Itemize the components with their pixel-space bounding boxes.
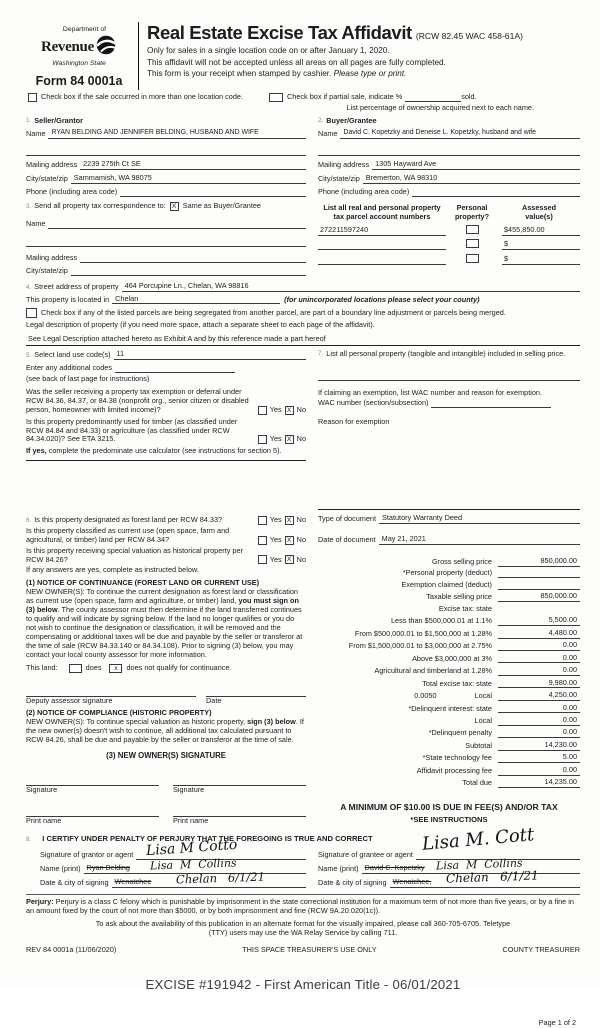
tax-row-excise-header: Excise tax: state [438,603,492,613]
personal-property-section-no: 7. [318,350,324,358]
seller-section-no: 1. [26,116,32,124]
land-use-label: Select land use code(s) [34,350,111,360]
grantee-date-label: Date & city of signing [318,878,387,888]
if-yes-note: If yes, complete the predominate use calculator (see instructions for section 5). [26,446,282,456]
header-note-1: Only for sales in a single location code on or after January 1, 2020. [147,46,390,56]
notice1-heading: (1) NOTICE OF CONTINUANCE (FOREST LAND OR CURRENT USE) [26,578,260,588]
delinquent-interest-state-field[interactable]: 0.00 [498,704,580,714]
minimum-fee-note: A MINIMUM OF $10.00 IS DUE IN FEE(S) AND/OR TAX [340,802,558,813]
seller-city-label: City/state/zip [26,173,68,183]
land-use-section-no: 5. [26,352,32,360]
tax-row-agricultural: Agricultural and timberland at 1.28% 0.00 [318,666,580,676]
buyer-city-label: City/state/zip [318,173,360,183]
certify-heading: I CERTIFY UNDER PENALTY OF PERJURY THAT THE FOREGOING IS TRUE AND CORRECT [42,834,373,844]
document-type-field[interactable]: Statutory Warranty Deed [379,514,580,524]
street-address-label: Street address of property [34,281,119,291]
certify-section-no: 8. [26,835,32,843]
document-date-field[interactable]: May 21, 2021 [379,535,580,545]
buyer-heading: Buyer/Grantee [326,115,377,125]
historic-question: Is this property receiving special valuation as historical property per RCW 84.26? [26,545,243,564]
owner-signature-label-2: Signature [173,785,205,795]
tax-row-total-state: Total excise tax: state 9,980.00 [318,679,580,689]
grantee-date-handwriting: Chelan 6/1/21 [445,868,540,886]
corr-mailing-field[interactable] [80,254,306,263]
parcel-number-field[interactable]: 272211597240 [318,226,446,236]
excise-stamp: EXCISE #191942 - First American Title - 06/01/2021 [145,976,461,992]
county-treasurer-label: COUNTY TREASURER [502,944,580,954]
same-as-buyer-label: Same as Buyer/Grantee [182,200,261,210]
land-use-code-field[interactable]: 11 [114,350,306,360]
county-note: (for unincorporated locations please select your county) [284,294,480,304]
grantee-name-handwriting: Lisa M Collins [435,856,523,873]
seller-city-field[interactable]: Sammamish, WA 98075 [71,174,306,184]
personal-property-header: Personal property? [454,202,490,221]
local-tax-field[interactable]: 4,250.00 [498,691,580,701]
land-use-section [26,350,318,510]
parcel-number-field-3[interactable] [318,264,446,265]
current-use-no-checkbox[interactable]: X [285,536,294,545]
this-land-label: This land: [26,663,58,673]
tax-row-tier4: Above $3,000,000 at 3% 0.00 [318,654,580,664]
buyer-city-field[interactable]: Bremerton, WA 98310 [363,174,580,184]
corr-blank-field[interactable] [26,238,306,247]
assessed-value-field[interactable]: $455,850.00 [502,226,580,236]
new-owner-signature-heading: (3) NEW OWNER(S) SIGNATURE [106,750,226,760]
buyer-name-field[interactable]: David C. Kopetzky and Deneise L. Kopetzky, husband and wife [340,129,580,138]
forest-no-checkbox[interactable]: X [285,516,294,525]
technology-fee-field[interactable]: 5.00 [498,753,580,763]
total-state-field[interactable]: 9,980.00 [498,679,580,689]
tax-row-technology-fee: *State technology fee 5.00 [318,753,580,763]
current-use-question: Is this property classified as current use (open space, farm and agricultural, or timber) land per RCW 84.34? [26,525,230,544]
tax-row-subtotal: Subtotal 14,230.00 [318,741,580,751]
tax-row-delinquent-interest-state: *Delinquent interest: state 0.00 [318,704,580,714]
located-in-label: This property is located in [26,294,110,304]
partial-sale-percent-field[interactable] [405,93,461,102]
personal-deduct-field[interactable] [498,577,580,578]
buyer-section [318,115,580,197]
deputy-date-label: Date [206,696,222,706]
total-due-field[interactable]: 14,235.00 [498,778,580,788]
certify-section [26,824,580,888]
corr-name-field[interactable] [48,220,306,229]
timber-yes-label: Yes [269,434,282,444]
seller-mailing-field[interactable]: 2239 275th Ct SE [80,160,306,170]
buyer-phone-field[interactable] [412,188,580,197]
header-note-3: This form is your receipt when stamped by cashier. Please type or print. [147,69,407,79]
tax-row-taxable: Taxable selling price 850,000.00 [318,592,580,602]
sold-label: sold. [461,91,477,101]
delinquent-penalty-field[interactable]: 0.00 [498,728,580,738]
header-divider [138,22,139,90]
timber-no-checkbox[interactable]: X [285,435,294,444]
exemption-no-checkbox[interactable]: X [285,406,294,415]
tax-row-processing-fee: Affidavit processing fee 0.00 [318,766,580,776]
tax-row-personal-deduct: *Personal property (deduct) [318,569,580,578]
accessibility-note: To ask about the availability of this publication in an alternate format for the visually impaired, please call 360-705-6705. Teletype (TTY) users may use the WA Relay Service by calling 711. [95,918,511,937]
grantee-signature-label: Signature of grantee or agent [318,850,413,860]
perjury-note: Perjury: Perjury is a class C felony which is punishable by imprisonment in the state correctional institution for a maximum term of not more than five years, or by a fine in an amount fixed by the court of not more than $5000, or by both imprisonment and fine (RCW 9A.20.020(1c)). [26,894,580,916]
personal-property-field[interactable] [318,359,580,381]
seller-section [26,115,318,197]
seller-name-label: Name [26,129,46,139]
tax-row-delinquent-penalty: *Delinquent penalty 0.00 [318,728,580,738]
located-in-field[interactable]: Chelan [112,295,280,305]
correspondence-section-no: 3. [26,203,32,211]
rev-number: REV 84 0001a (11/06/2020) [26,944,117,954]
form-title-rcw: (RCW 82.45 WAC 458-61A) [415,31,523,41]
historic-no-checkbox[interactable]: X [285,555,294,564]
buyer-phone-label: Phone (including area code) [318,186,410,196]
reason-exemption-field[interactable] [318,427,580,505]
grantor-signature-handwriting: Lisa M Cotto [145,837,238,860]
timber-question: Is this property predominantly used for timber (as classified under RCW 84.84 and 84.33) or agriculture (as classified under RCW 84.34.020)? See ETA 3215. [26,416,238,444]
tier2-field[interactable]: 4,480.00 [498,629,580,639]
same-as-buyer-checkbox[interactable]: X [170,202,179,211]
page-number: Page 1 of 2 [538,1017,576,1027]
tax-row-gross: Gross selling price 850,000.00 [318,557,580,567]
section5-divider [26,460,306,461]
parcel-header: List all real and personal property tax parcel account numbers [323,202,441,221]
assessed-value-field-3[interactable]: $ [502,255,580,265]
deputy-signature-label: Deputy assessor signature [26,696,113,706]
exemption-yes-checkbox[interactable] [258,406,267,415]
deputy-date-field[interactable] [206,687,306,697]
assessed-value-header: Assessed value(s) [521,202,557,221]
does-label: does [85,663,102,673]
grantor-date-handwriting: Chelan 6/1/21 [175,869,266,887]
grantee-date-field[interactable]: Wenatchee, [390,878,580,888]
buyer-name-label: Name [318,129,338,139]
owner-print-label-2: Print name [173,816,209,826]
legal-description-label: Legal description of property (if you need more space, attach a separate sheet to each page of the affidavit). [26,320,375,330]
legal-description-field[interactable]: See Legal Description attached hereto as Exhibit A and by this reference made a part hereof [26,332,580,346]
exemption-no-label: No [296,404,306,414]
document-date-label: Date of document [318,534,376,544]
owner-signature-label-1: Signature [26,785,58,795]
does-not-qualify-checkbox[interactable]: x [109,664,122,673]
assessed-value-field-2[interactable]: $ [502,240,580,250]
multi-location-checkbox[interactable] [28,93,37,102]
exemption-claim-label: If claiming an exemption, list WAC number and reason for exemption. [318,388,543,398]
processing-fee-field[interactable]: 0.00 [498,766,580,776]
tax-computation-section [318,514,580,826]
forest-section: 6. Is this property designated as forest land per RCW 84.33? Yes X No Is this property classified as current use (open space, farm and agricultural, or timber) land per RCW 84.34? Yes X No Is this property receiving special valuation as historical property per RCW 84.26? Yes X No If any answers are yes, complete as instructed below. (1) NOTICE OF CONTINUANCE (FOREST LAND OR CURRENT USE) NEW OWNER(S): To continue the current designation as forest land or classification as current use (open space, farm and agriculture, or timber) land, you must sign on (3) below. The county assessor must then determine if the land transferred continues to qualify and will indicate by signing below. If the land no longer qualifies or you do not wish to continue the designation or classification, it will be removed and the compensating or additional taxes will be due and payable by the seller or transferor at the time of sale (RCW 84.33.140 or 84.34.108). Prior to signing (3) below, you may contact your local county assessor for more information. This land: does x does not qualify for continuance. Deputy assessor signature Date (2) NOTICE OF COMPLIANCE (HISTORIC PROPERTY) NEW OWNER(S): To continue special valuation as historic property, sign (3) below. If the new owner(s) doesn't wish to continue, all additional tax calculated pursuant to RCW 84.26, shall be due and payable by the seller or transferor at the time of sale. (3) NEW OWNER(S) SIGNATURE Signature Signature Print name Print name [26,514,306,826]
forest-yes-checkbox[interactable] [258,516,267,525]
buyer-name2-field[interactable] [318,147,580,156]
buyer-mailing-label: Mailing address [318,159,370,169]
partial-sale-label: Check box if partial sale, indicate % [287,91,403,101]
corr-name-label: Name [26,218,46,228]
washington-state-label: Washington State [52,60,106,68]
timber-yes-checkbox[interactable] [258,435,267,444]
grantee-name-label: Name (print) [318,864,359,874]
exemption-question: Was the seller receiving a property tax exemption or deferral under RCW 84.36, 84.37, or 84.38 (nonprofit org., senior citizen or disabled person, homeowner with limited income)? [26,387,249,414]
form-number: Form 84 0001a [35,74,123,89]
grantor-name-label: Name (print) [40,864,81,874]
grantor-date-field[interactable]: Wenatchee [112,878,306,888]
subtotal-field[interactable]: 14,230.00 [498,741,580,751]
notice2-heading: (2) NOTICE OF COMPLIANCE (HISTORIC PROPERTY) [26,708,212,718]
personal-property-section [318,350,580,510]
owner-print-label-1: Print name [26,816,62,826]
agricultural-field[interactable]: 0.00 [498,666,580,676]
tier3-field[interactable]: 0.00 [498,641,580,651]
notice2-body: NEW OWNER(S): To continue special valuation as historic property, sign (3) below. If the new owner(s) doesn't wish to continue, all additional tax calculated pursuant to RCW 84.26, shall be due and payable by the seller or transferor at the time of sale. [26,717,304,744]
tax-row-tier2: From $500,000.01 to $1,500,000 at 1.28% 4,480.00 [318,629,580,639]
revenue-wordmark: Revenue [41,38,94,55]
gross-price-field[interactable]: 850,000.00 [498,557,580,567]
timber-no-label: No [296,434,306,444]
tax-row-total-due: Total due 14,235.00 [318,778,580,788]
seller-phone-field[interactable] [120,188,306,197]
current-use-yes-checkbox[interactable] [258,536,267,545]
reason-exemption-label: Reason for exemption [318,417,390,427]
treasurer-space-label: THIS SPACE TREASURER'S USE ONLY [242,944,377,954]
correspondence-section [26,202,318,276]
personal-property-checkbox-1[interactable] [466,225,479,234]
tax-row-tier3: From $1,500,000.01 to $3,000,000 at 2.75% 0.00 [318,641,580,651]
tax-row-tier1: Less than $500,000.01 at 1.1% 5,500.00 [318,616,580,626]
corr-city-label: City/state/zip [26,265,68,275]
dor-logo-block [26,20,132,90]
see-instructions-note: *SEE INSTRUCTIONS [410,814,488,824]
header-note-2: This affidavit will not be accepted unless all areas on all pages are fully completed. [147,57,446,67]
form-title: Real Estate Excise Tax Affidavit [147,22,412,43]
grantee-name-field[interactable]: David C. Kopetzky [362,864,580,874]
delinquent-interest-local-field[interactable]: 0.00 [498,716,580,726]
parcel-row [318,225,580,236]
seller-heading: Seller/Grantor [34,115,83,125]
section7-divider [318,509,580,510]
correspondence-label: Send all property tax correspondence to: [34,200,166,210]
does-not-label: does not qualify for continuance. [126,663,232,673]
grantee-signature-handwriting: Lisa M. Cott [421,824,536,856]
segregated-label: Check box if any of the listed parcels are being segregated from another parcel, are part of a boundary line adjustment or parcels being merged. [41,308,506,318]
seller-name-field[interactable]: RYAN BELDING AND JENNIFER BELDING, HUSBAND AND WIFE [48,129,306,138]
form-header [26,20,580,90]
personal-property-checkbox-2[interactable] [466,239,479,248]
any-yes-note: If any answers are yes, complete as instructed below. [26,565,199,575]
parcel-section [318,202,580,276]
dor-logo-icon [95,34,117,59]
street-address-field[interactable]: 464 Porcupine Ln., Chelan, WA 98816 [122,282,580,292]
tax-row-local: 0.0050 Local 4,250.00 [318,691,580,701]
wac-number-label: WAC number (section/subsection) [318,398,429,408]
exemption-deduct-field[interactable] [498,589,580,590]
taxable-price-field[interactable]: 850,000.00 [498,592,580,602]
additional-codes-label: Enter any additional codes [26,363,112,373]
tier4-field[interactable]: 0.00 [498,654,580,664]
personal-property-checkbox-3[interactable] [466,254,479,263]
partial-sale-checkbox[interactable] [269,93,283,102]
buyer-mailing-field[interactable]: 1305 Hayward Ave [372,160,580,170]
notice1-body: NEW OWNER(S): To continue the current designation as forest land or classification as current use (open space, farm and agriculture, or timber) land, you must sign on (3) below. The county assessor must then determine if the land transferred continues to qualify and will indicate by signing below. If the land no longer qualifies or you do not wish to continue the designation or classification, it will be removed and the compensating or additional taxes will be due and payable by the seller or transferor at the time of sale (RCW 84.33.140 or 84.34.108). Prior to signing (3) below, you may contact your local county assessor for more information. [26,587,303,659]
grantor-signature-label: Signature of grantor or agent [40,850,134,860]
tax-row-delinquent-interest-local: Local 0.00 [318,716,580,726]
historic-yes-checkbox[interactable] [258,555,267,564]
wac-number-field[interactable] [431,399,551,408]
parcel-row [318,239,580,250]
forest-question: 6. Is this property designated as forest land per RCW 84.33? [26,515,223,525]
does-qualify-checkbox[interactable] [69,664,82,673]
corr-city-field[interactable] [71,267,306,276]
tax-row-exemption-deduct: Exemption claimed (deduct) [318,581,580,590]
see-back-note: (see back of last page for instructions) [26,374,150,384]
dept-of-label: Department of [62,26,106,33]
exemption-yes-label: Yes [269,404,282,414]
grantor-name-handwriting: Lisa M Collins [149,856,237,873]
parcel-row [318,254,580,265]
ownership-note: List percentage of ownership acquired next to each name. [346,102,534,112]
parcel-number-field-2[interactable] [318,249,446,250]
multi-location-label: Check box if the sale occurred in more than one location code. [41,91,243,101]
segregated-checkbox[interactable] [26,308,37,318]
seller-name2-field[interactable] [26,147,306,156]
corr-mailing-label: Mailing address [26,252,78,262]
additional-codes-field[interactable] [115,364,235,373]
property-section-no: 4. [26,283,32,291]
personal-property-label: List all personal property (tangible and intangible) included in selling price. [326,349,566,359]
seller-mailing-label: Mailing address [26,159,78,169]
buyer-section-no: 2. [318,116,324,124]
document-type-label: Type of document [318,513,377,523]
seller-phone-label: Phone (including area code) [26,186,118,196]
tier1-field[interactable]: 5,500.00 [498,616,580,626]
grantor-name-field[interactable]: Ryan Belding [84,864,306,874]
grantor-date-label: Date & city of signing [40,878,109,888]
